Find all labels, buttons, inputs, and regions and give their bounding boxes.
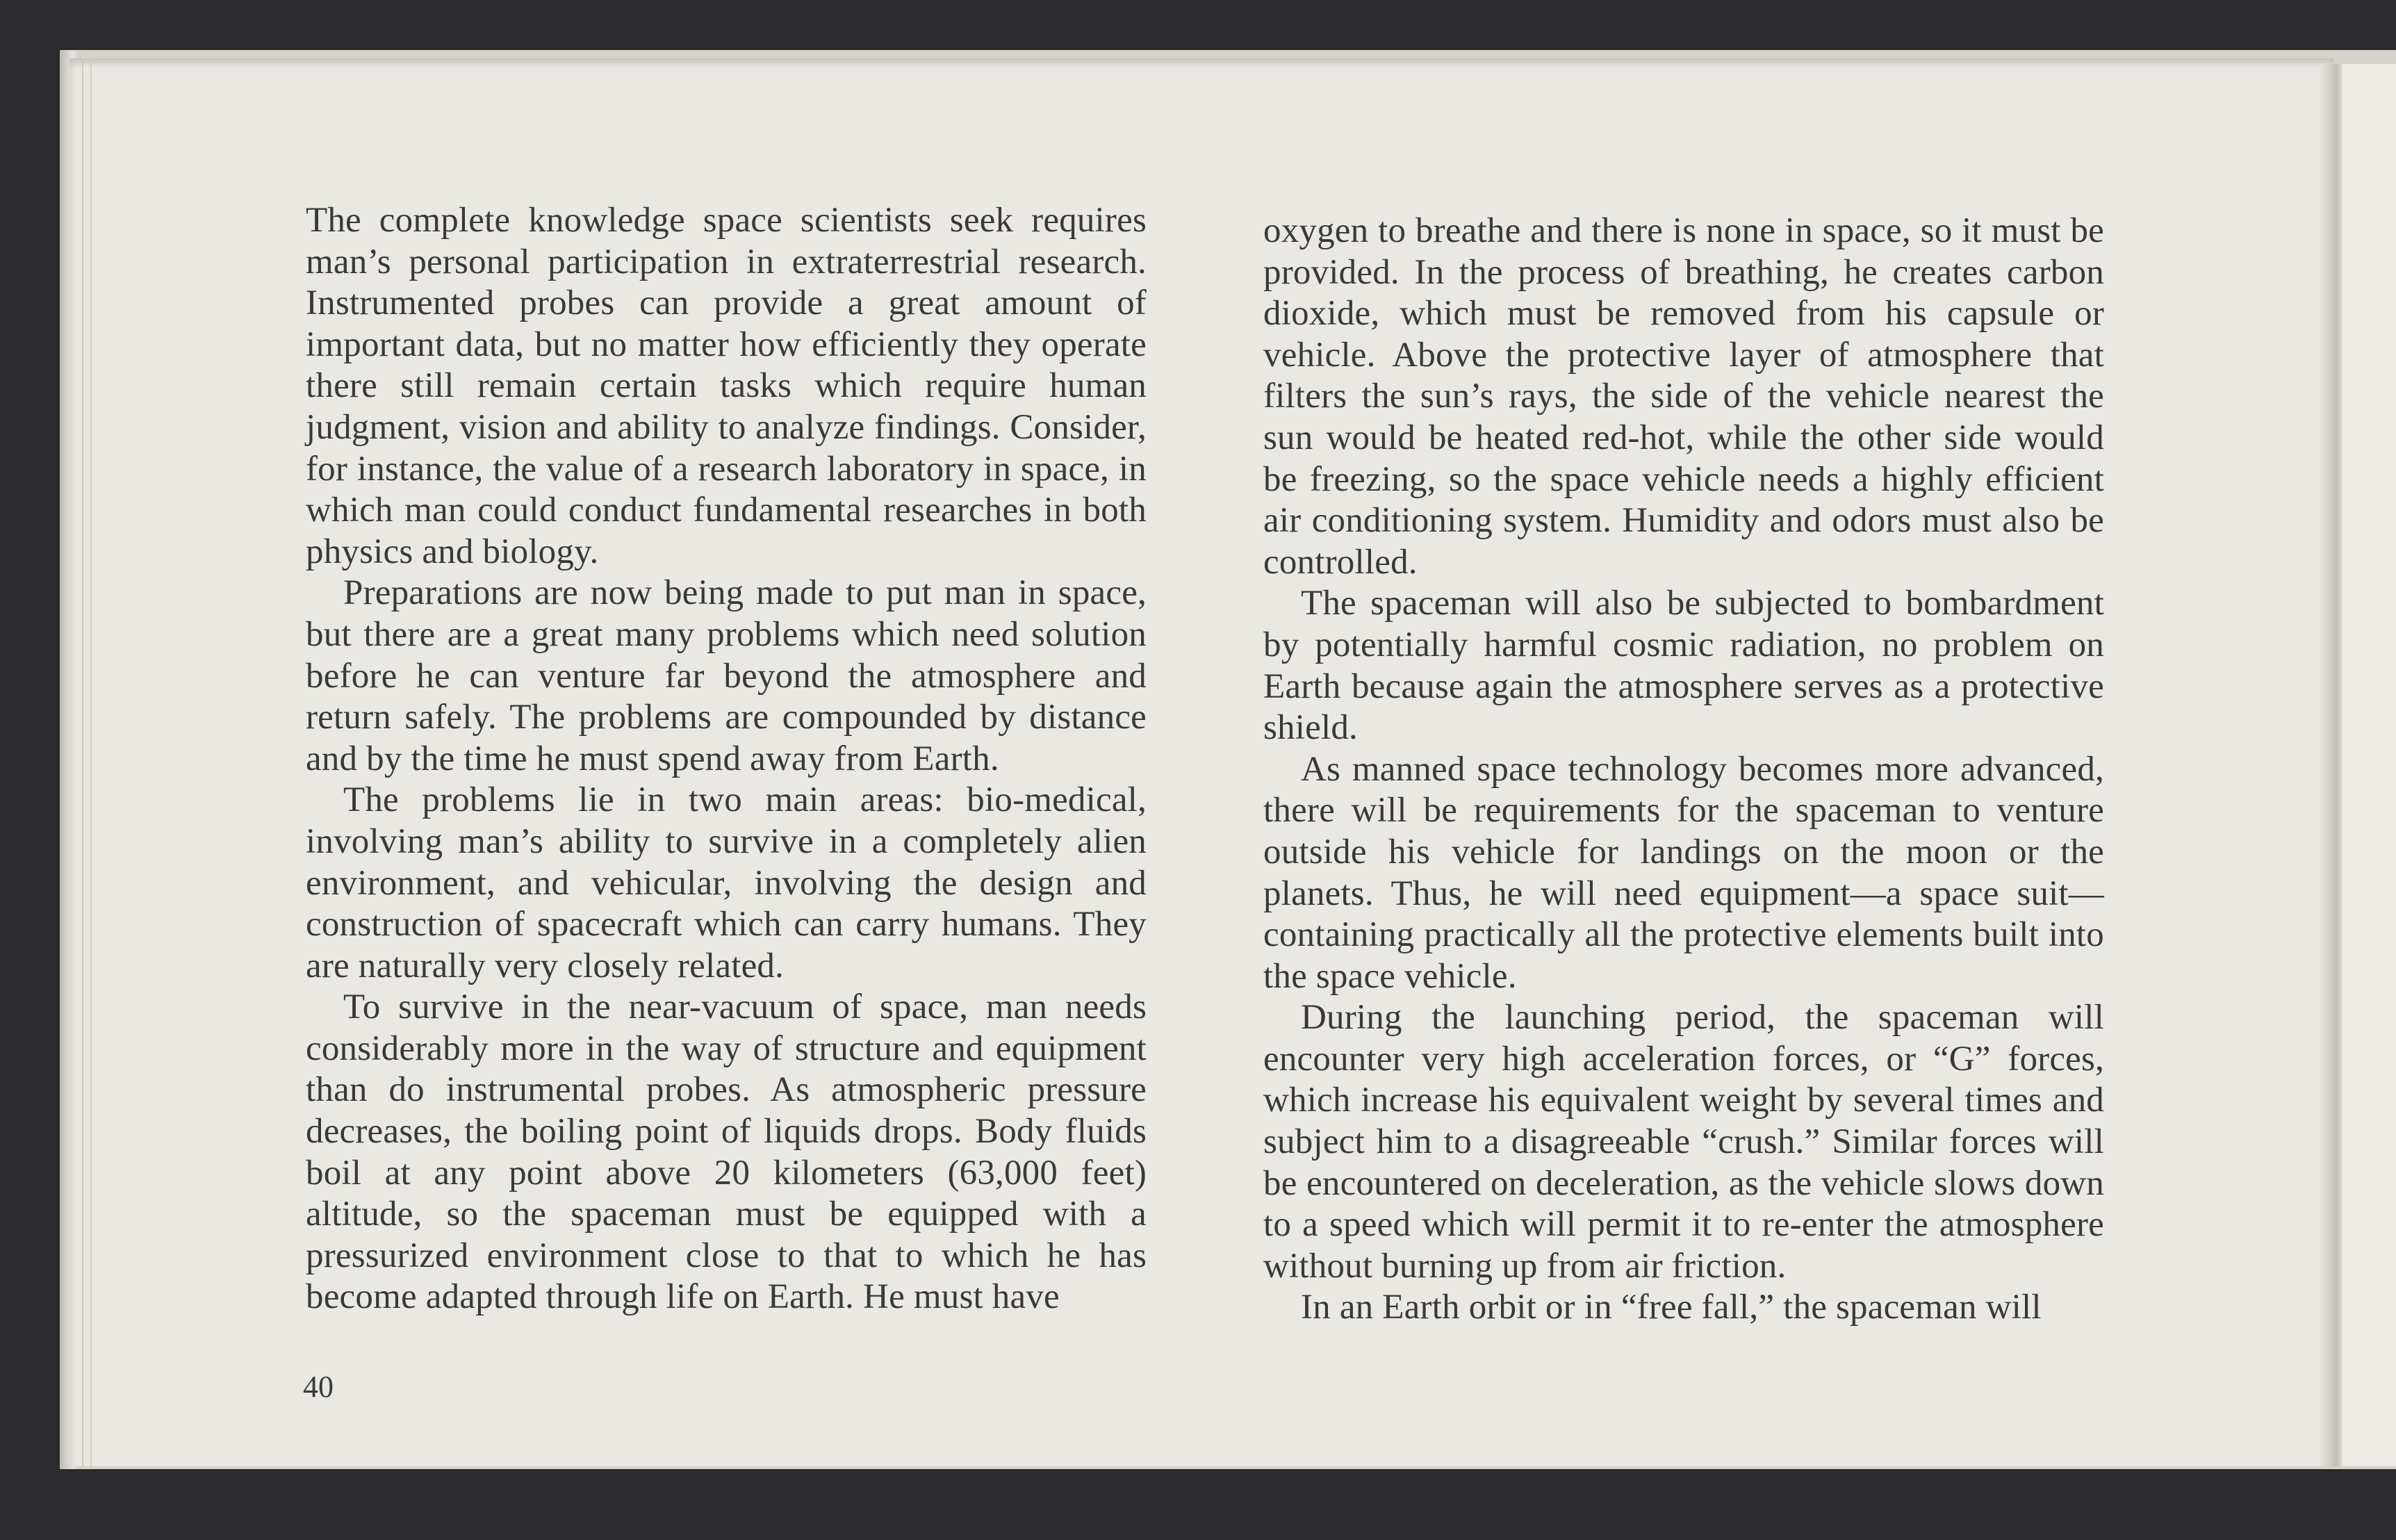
- paragraph: The complete knowledge space scientists seek requires man’s personal participation in extraterrestrial research. Instrumented probes can provide a great amount of important data, but no matter how efficiently they operate there still remain certain tasks which require human judgment, vision and ability to analyze findings. Consider, for instance, the value of a research laboratory in space, in which man could conduct fundamental researches in both physics and biology.: [306, 201, 1147, 571]
- book-spine: [2320, 64, 2342, 1466]
- right-page-sliver: [2342, 64, 2396, 1466]
- page-edge-lines: [82, 58, 92, 1466]
- paragraph: During the launching period, the spaceman will encounter very high acceleration forces, or “G” forces, which increase his equivalent weight by several times and subject him to a disagreeable “crush.” Similar forces will be encountered on deceleration, as the vehicle slows down to a speed which will permit it to re-enter the atmosphere without burning up from air friction.: [1263, 998, 2104, 1286]
- paragraph: The problems lie in two main areas: bio-medical, involving man’s ability to survive in a completely alien environment, and vehicular, involving the design and construction of spacecraft which can carry humans. They are naturally very closely related.: [306, 780, 1147, 985]
- left-text-column: [306, 200, 1147, 1318]
- paragraph: To survive in the near-vacuum of space, man needs considerably more in the way of structure and equipment than do instrumental probes. As atmospheric pressure decreases, the boiling point of liquids drops. Body fluids boil at any point above 20 kilometers (63,000 feet) altitude, so the spaceman must be equipped with a pressurized environment close to that to which he has become adapted through life on Earth. He must have: [306, 988, 1147, 1317]
- paragraph: In an Earth orbit or in “free fall,” the spaceman will: [1301, 1288, 2042, 1327]
- paragraph: Preparations are now being made to put man in space, but there are a great many problems which need solution before he can venture far beyond the atmosphere and return safely. The problems are compounded by distance and by the time he must spend away from Earth.: [306, 573, 1147, 778]
- paragraph: As manned space technology becomes more advanced, there will be requirements for the spaceman to venture outside his vehicle for landings on the moon or the planets. Thus, he will need equipment—a space suit— containing practically all the protective elements built into the space vehicle.: [1263, 749, 2104, 996]
- right-text-column: [1263, 211, 2104, 1329]
- page-number: 40: [303, 1370, 334, 1404]
- paragraph: oxygen to breathe and there is none in space, so it must be provided. In the process of breathing, he creates carbon dioxide, which must be removed from his capsule or vehicle. Above the protective layer of atmosphere that filters the sun’s rays, the side of the vehicle nearest the sun would be heated red-hot, while the other side would be freezing, so the space vehicle needs a highly efficient air conditioning system. Humidity and odors must also be controlled.: [1263, 211, 2104, 582]
- paragraph: The spaceman will also be subjected to bombardment by potentially harmful cosmic radiation, no problem on Earth because again the atmosphere serves as a protective shield.: [1263, 584, 2104, 748]
